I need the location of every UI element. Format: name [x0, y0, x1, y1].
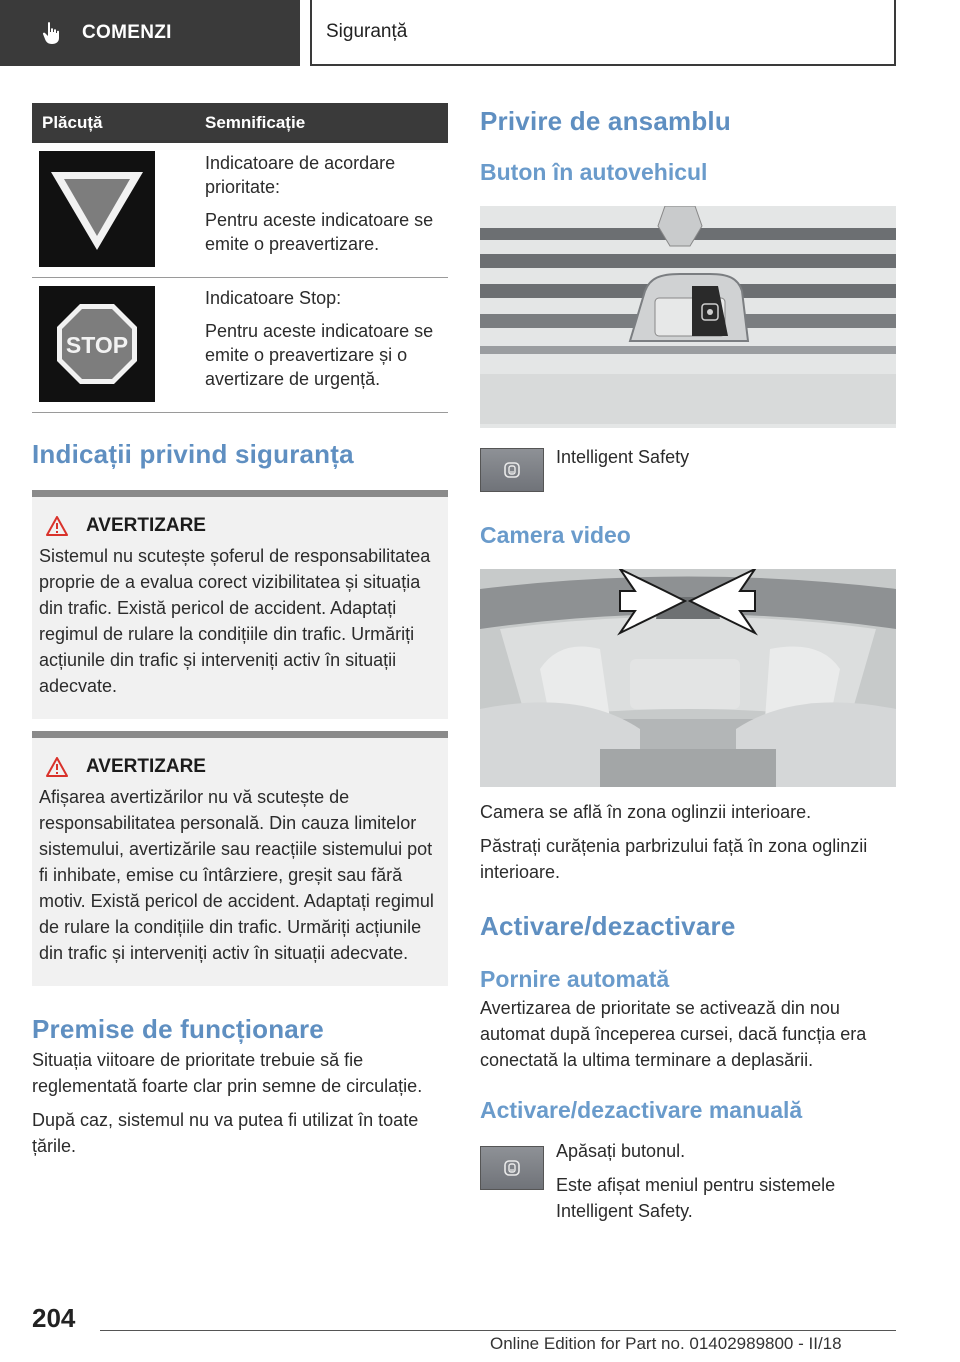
- hand-pointer-icon: [42, 21, 64, 45]
- warning-box: [32, 731, 448, 986]
- camera-heading: Camera video: [480, 522, 631, 548]
- safety-heading: Indicații privind siguranța: [32, 439, 354, 469]
- page-number: 204: [32, 1303, 76, 1333]
- camera-photo: [480, 569, 896, 787]
- warning-title: [42, 515, 442, 537]
- stop-sign-icon: [55, 302, 139, 386]
- warning-box: [32, 490, 448, 719]
- table-col-meaning: Semnificație: [205, 113, 306, 132]
- left-column: [32, 103, 448, 1159]
- footer-divider: [100, 1330, 896, 1331]
- stop-sign-title: Indicatoare Stop:: [205, 288, 342, 308]
- warning-triangle-icon: [46, 516, 68, 536]
- table-row-text: [205, 286, 448, 402]
- camera-paragraph-1: Camera se află în zona oglinzii interioare.: [480, 802, 812, 822]
- right-column: [480, 98, 896, 1224]
- warning-body: Afișarea avertizărilor nu vă scutește de responsabilitatea personală. Din cauza limitelor sistemului, avertizările sau reacțiile sistemului pot fi inhibate, emise cu întârziere, greșit sau fără motiv. Există pericol de accident. Adaptați regimul de rulare la condițiile din trafic. Urmăriți acțiunile din trafic și interveniți activ în situații adecvate.: [39, 787, 434, 963]
- yield-sign-icon: [47, 164, 147, 254]
- chapter-label: COMENZI: [82, 22, 172, 43]
- intelligent-safety-icon: [502, 460, 522, 480]
- manual-heading: Activare/dezactivare manuală: [480, 1097, 803, 1123]
- section-header: [310, 0, 896, 66]
- intelligent-safety-label: Intelligent Safety: [556, 447, 690, 467]
- button-photo: [480, 206, 896, 428]
- yield-sign-desc: Pentru aceste indicatoare se emite o preavertizare.: [205, 210, 434, 254]
- camera-paragraph-2: Păstrați curățenia parbrizului față în zona oglinzii interioare.: [480, 836, 868, 882]
- yield-sign-title: Indicatoare de acordare prioritate:: [205, 153, 396, 197]
- overview-heading: Privire de ansamblu: [480, 106, 731, 136]
- button-heading: Buton în autovehicul: [480, 159, 708, 185]
- activation-heading: Activare/dezactivare: [480, 911, 736, 941]
- table-row-text: [205, 151, 448, 267]
- warning-title-text: AVERTIZARE: [86, 515, 206, 536]
- car-interior-illustration: [480, 569, 896, 787]
- auto-start-heading: Pornire automată: [480, 966, 670, 992]
- manual-text: [556, 1138, 896, 1224]
- table-col-sign: Plăcuță: [42, 113, 103, 132]
- premise-paragraph-1: Situația viitoare de prioritate trebuie să fie reglementată foarte clar prin semne de circulație.: [32, 1050, 423, 1096]
- table-header: [32, 103, 448, 143]
- warning-title: [42, 756, 442, 778]
- auto-start-paragraph: Avertizarea de prioritate se activează din nou automat după începerea cursei, dacă funcția era conectată la ultima terminare a deplasării.: [480, 998, 867, 1070]
- table-row: [32, 278, 448, 413]
- manual-paragraph-2: Este afișat meniul pentru sistemele Intelligent Safety.: [556, 1175, 836, 1221]
- manual-paragraph-1: Apăsați butonul.: [556, 1141, 686, 1161]
- stop-sign-text: STOP: [65, 332, 129, 358]
- stop-sign-image: [39, 286, 155, 402]
- warning-title-text: AVERTIZARE: [86, 756, 206, 777]
- section-label: Siguranță: [326, 21, 408, 42]
- intelligent-safety-button: [480, 448, 544, 492]
- intelligent-safety-row: [480, 448, 896, 492]
- footer-edition: Online Edition for Part no. 01402989800 - II/18: [490, 1334, 842, 1353]
- yield-sign-image: [39, 151, 155, 267]
- stop-sign-desc: Pentru aceste indicatoare se emite o preavertizare și o avertizare de urgență.: [205, 321, 434, 389]
- grille-button-illustration: [480, 206, 896, 428]
- manual-row: [480, 1138, 896, 1224]
- chapter-tab[interactable]: [0, 0, 300, 66]
- premise-heading: Premise de funcționare: [32, 1014, 324, 1044]
- premise-paragraph-2: După caz, sistemul nu va putea fi utilizat în toate țările.: [32, 1110, 419, 1156]
- table-row: [32, 143, 448, 278]
- warning-triangle-icon: [46, 757, 68, 777]
- warning-body: Sistemul nu scutește șoferul de responsabilitatea proprie de a evalua corect vizibilitatea și situația din trafic. Există pericol de accident. Adaptați regimul de rulare la condițiile din trafic. Urmăriți acțiunile din trafic și interveniți activ în situații adecvate.: [39, 546, 431, 696]
